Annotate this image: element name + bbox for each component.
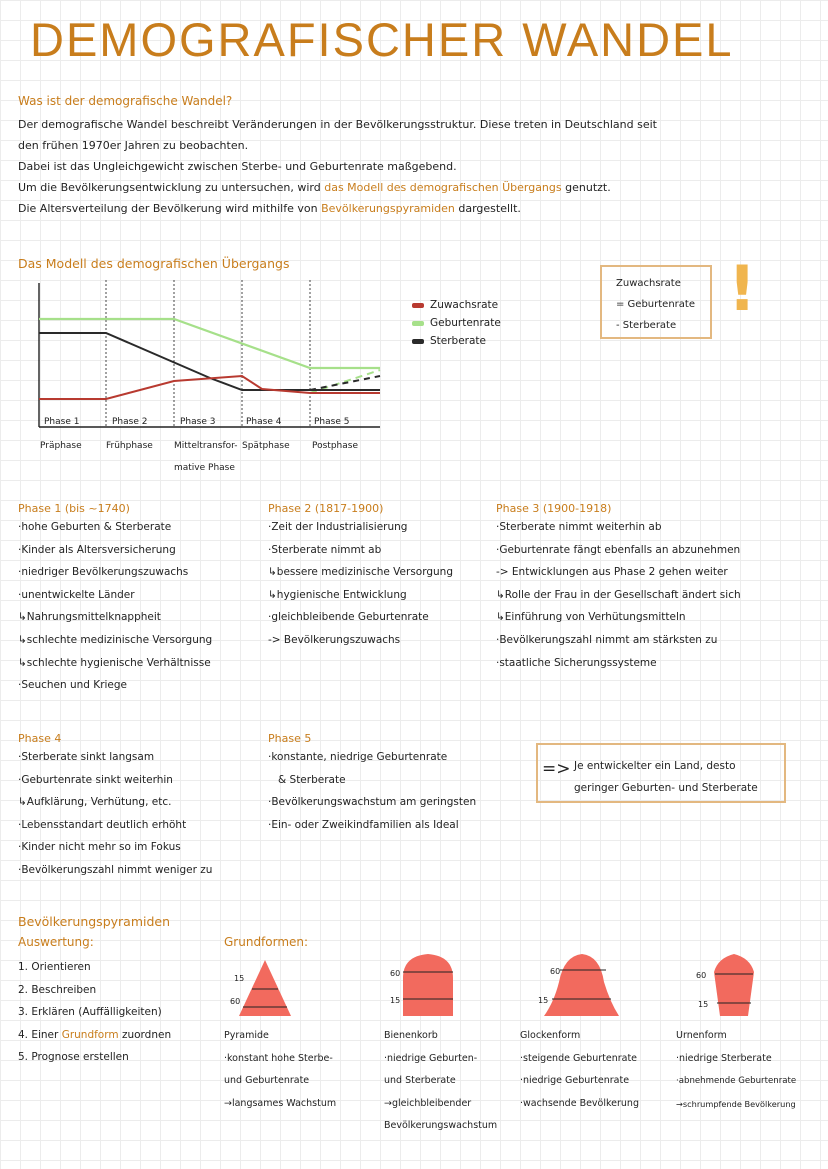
formula-line-1: Zuwachsrate: [616, 278, 681, 289]
form-bienenkorb: [384, 1025, 497, 1138]
form-line: ·niedrige Geburten-: [384, 1052, 478, 1064]
phase3-line: -> Entwicklungen aus Phase 2 gehen weiter: [496, 566, 728, 579]
grundform-highlight: Grundform: [61, 1028, 119, 1041]
phase1-line: ·unentwickelte Länder: [18, 588, 135, 601]
grundformen-heading: Grundformen:: [224, 935, 309, 949]
phase3-line: ·Bevölkerungszahl nimmt am stärksten zu: [496, 633, 718, 646]
phase-name-3: Mitteltransfor-: [174, 441, 238, 451]
legend-item-geburtenrate: [412, 317, 501, 329]
bienenkorb-age-60: 60: [390, 969, 401, 978]
conclusion-box: [536, 743, 786, 803]
model-legend: [412, 299, 501, 347]
phase1-line: ·hohe Geburten & Sterberate: [18, 521, 172, 533]
intro-line-5-post: dargestellt.: [458, 202, 521, 215]
phase2-line: ·Zeit der Industrialisierung: [268, 521, 408, 533]
phase-label-2: Phase 2: [112, 417, 148, 427]
phase1-line: ·Seuchen und Kriege: [18, 679, 128, 692]
intro-line-4-pre: Um die Bevölkerungsentwicklung zu untersuchen, wird: [18, 181, 321, 194]
urnenform-age-60: 60: [696, 971, 707, 980]
evaluation-steps: [18, 956, 171, 1069]
exclamation-icon: !: [728, 252, 757, 325]
form-glockenform: [520, 1025, 639, 1115]
phase5-section: [268, 732, 476, 836]
glockenform-age-15: 15: [538, 996, 549, 1005]
form-line: ·abnehmende Geburtenrate: [676, 1076, 797, 1087]
evaluation-heading: Auswertung:: [18, 935, 94, 949]
evaluation-step-4-pre: 4. Einer: [18, 1028, 59, 1041]
phase5-line: & Sterberate: [278, 773, 346, 786]
form-line: ·niedrige Sterberate: [676, 1052, 772, 1064]
phase3-line: ↳Einführung von Verhütungsmitteln: [496, 611, 686, 624]
phase2-line: -> Bevölkerungszuwachs: [268, 633, 401, 646]
arrow-icon: =>: [542, 759, 571, 779]
form-name: Urnenform: [676, 1030, 727, 1041]
phase-name-2: Frühphase: [106, 441, 153, 451]
intro-heading: Was ist der demografische Wandel?: [18, 94, 233, 108]
zuwachsrate-line: [39, 376, 380, 399]
phase2-line: ·gleichbleibende Geburtenrate: [268, 611, 429, 624]
form-name: Bienenkorb: [384, 1030, 438, 1041]
phase4-heading: Phase 4: [18, 732, 62, 745]
phase-dividers: [106, 280, 310, 427]
sterberate-dashed-line: [310, 376, 380, 390]
intro-highlight-pyramids: Bevölkerungspyramiden: [321, 202, 455, 215]
transition-model-diagram: [30, 275, 390, 475]
phase1-line: ↳schlechte medizinische Versorgung: [18, 633, 213, 646]
pyramids-heading: Bevölkerungspyramiden: [18, 914, 171, 929]
formula-line-3: - Sterberate: [616, 320, 677, 331]
conclusion-line-2: geringer Geburten- und Sterberate: [574, 782, 758, 794]
urnenform-age-15: 15: [698, 1000, 709, 1009]
intro-line-5-pre: Die Altersverteilung der Bevölkerung wird mithilfe von: [18, 202, 318, 215]
phase5-line: ·Ein- oder Zweikindfamilien als Ideal: [268, 818, 459, 831]
evaluation-step: [18, 1024, 171, 1047]
phase4-line: ·Kinder nicht mehr so im Fokus: [18, 841, 181, 854]
phase-name-5: Postphase: [312, 441, 358, 451]
intro-line-3: Dabei ist das Ungleichgewicht zwischen Sterbe- und Geburtenrate maßgebend.: [18, 160, 457, 173]
form-line: Bevölkerungswachstum: [384, 1120, 498, 1132]
glockenform-shape: [544, 954, 619, 1016]
form-urnenform: [676, 1025, 796, 1115]
phase-label-5: Phase 5: [314, 417, 350, 427]
legend-swatch-zuwachs: [412, 303, 424, 308]
form-pyramide: [224, 1025, 336, 1115]
phase1-line: ↳schlechte hygienische Verhältnisse: [18, 656, 211, 669]
legend-item-sterberate: [412, 335, 501, 347]
legend-label-geburt: Geburtenrate: [430, 317, 501, 329]
phase3-line: ·Geburtenrate fängt ebenfalls an abzunehmen: [496, 543, 741, 556]
phase4-line: ·Lebensstandart deutlich erhöht: [18, 818, 187, 831]
phase4-line: ·Geburtenrate sinkt weiterhin: [18, 773, 173, 786]
phase5-line: ·Bevölkerungswachstum am geringsten: [268, 796, 477, 809]
phase2-line: ·Sterberate nimmt ab: [268, 543, 382, 556]
intro-line-4: [18, 177, 808, 198]
pyramide-shape: [239, 960, 291, 1016]
bienenkorb-shape: [403, 954, 453, 1016]
phase-name-4: Spätphase: [242, 441, 290, 451]
phase5-heading: Phase 5: [268, 732, 312, 745]
form-line: ·niedrige Geburtenrate: [520, 1075, 630, 1087]
legend-swatch-geburt: [412, 321, 424, 326]
pyramide-age-60: 60: [230, 997, 241, 1006]
phase4-line: ·Sterberate sinkt langsam: [18, 751, 155, 763]
form-line: →gleichbleibender: [384, 1097, 472, 1109]
form-line: und Sterberate: [384, 1075, 456, 1087]
phase2-line: ↳hygienische Entwicklung: [268, 588, 407, 601]
legend-label-zuwachs: Zuwachsrate: [430, 299, 499, 311]
form-name: Pyramide: [224, 1030, 269, 1041]
geburtenrate-line: [39, 319, 380, 368]
phase2-line: ↳bessere medizinische Versorgung: [268, 566, 453, 579]
intro-line-5: [18, 198, 808, 219]
form-line: ·steigende Geburtenrate: [520, 1052, 638, 1064]
form-line: ·konstant hohe Sterbe-: [224, 1052, 333, 1064]
phase2-heading: Phase 2 (1817-1900): [268, 502, 384, 515]
phase3-line: ·staatliche Sicherungssysteme: [496, 656, 657, 669]
intro-highlight-model: das Modell des demografischen Übergangs: [324, 181, 562, 194]
form-name: Glockenform: [520, 1030, 581, 1041]
formula-line-2: = Geburtenrate: [616, 299, 695, 310]
phase3-heading: Phase 3 (1900-1918): [496, 502, 612, 515]
legend-swatch-sterbe: [412, 339, 424, 344]
form-line: und Geburtenrate: [224, 1075, 310, 1087]
phase1-line: ·Kinder als Altersversicherung: [18, 543, 176, 556]
sterberate-line: [39, 333, 380, 390]
phase1-line: ↳Nahrungsmittelknappheit: [18, 611, 161, 624]
phase-label-3: Phase 3: [180, 417, 216, 427]
intro-text: [18, 114, 808, 219]
intro-line-2: den frühen 1970er Jahren zu beobachten.: [18, 139, 249, 152]
form-line: →schrumpfende Bevölkerung: [676, 1098, 796, 1109]
phase-label-1: Phase 1: [44, 417, 80, 427]
phase1-heading: Phase 1 (bis ~1740): [18, 502, 130, 515]
bienenkorb-age-15: 15: [390, 996, 401, 1005]
phase-name-1: Präphase: [40, 441, 82, 451]
evaluation-step: 3. Erklären (Auffälligkeiten): [18, 1006, 162, 1019]
intro-line-1: Der demografische Wandel beschreibt Veränderungen in der Bevölkerungsstruktur. Diese treten in Deutschland seit: [18, 118, 657, 131]
phase2-section: [268, 502, 453, 652]
legend-label-sterbe: Sterberate: [430, 335, 487, 347]
urnenform-shape: [714, 954, 754, 1016]
model-heading: Das Modell des demografischen Übergangs: [18, 256, 290, 271]
phase3-line: ·Sterberate nimmt weiterhin ab: [496, 521, 662, 533]
phase1-section: [18, 502, 212, 697]
form-line: →langsames Wachstum: [224, 1097, 337, 1109]
phase1-line: ·niedriger Bevölkerungszuwachs: [18, 566, 189, 579]
formula-note-box: [600, 265, 712, 339]
page-title: DEMOGRAFISCHER WANDEL: [30, 13, 734, 66]
evaluation-step-4-post: zuordnen: [121, 1028, 172, 1041]
phase4-section: [18, 732, 212, 882]
evaluation-step: 2. Beschreiben: [18, 983, 97, 996]
pyramide-age-15: 15: [234, 974, 245, 983]
evaluation-step: 1. Orientieren: [18, 961, 91, 973]
intro-line-4-post: genutzt.: [565, 181, 611, 194]
phase4-line: ↳Aufklärung, Verhütung, etc.: [18, 796, 172, 809]
phase-name-3-cont: mative Phase: [174, 463, 235, 473]
phase5-line: ·konstante, niedrige Geburtenrate: [268, 751, 448, 763]
phase3-section: [496, 502, 741, 674]
phase-label-4: Phase 4: [246, 417, 282, 427]
pyramid-shapes: [218, 952, 818, 1024]
phase4-line: ·Bevölkerungszahl nimmt weniger zu: [18, 863, 213, 876]
glockenform-age-60: 60: [550, 967, 561, 976]
conclusion-line-1: Je entwickelter ein Land, desto: [574, 760, 736, 772]
form-line: ·wachsende Bevölkerung: [520, 1097, 639, 1109]
legend-item-zuwachsrate: [412, 299, 501, 311]
conclusion-text: [574, 755, 758, 799]
phase3-line: ↳Rolle der Frau in der Gesellschaft ändert sich: [496, 588, 741, 601]
evaluation-step: 5. Prognose erstellen: [18, 1051, 129, 1064]
